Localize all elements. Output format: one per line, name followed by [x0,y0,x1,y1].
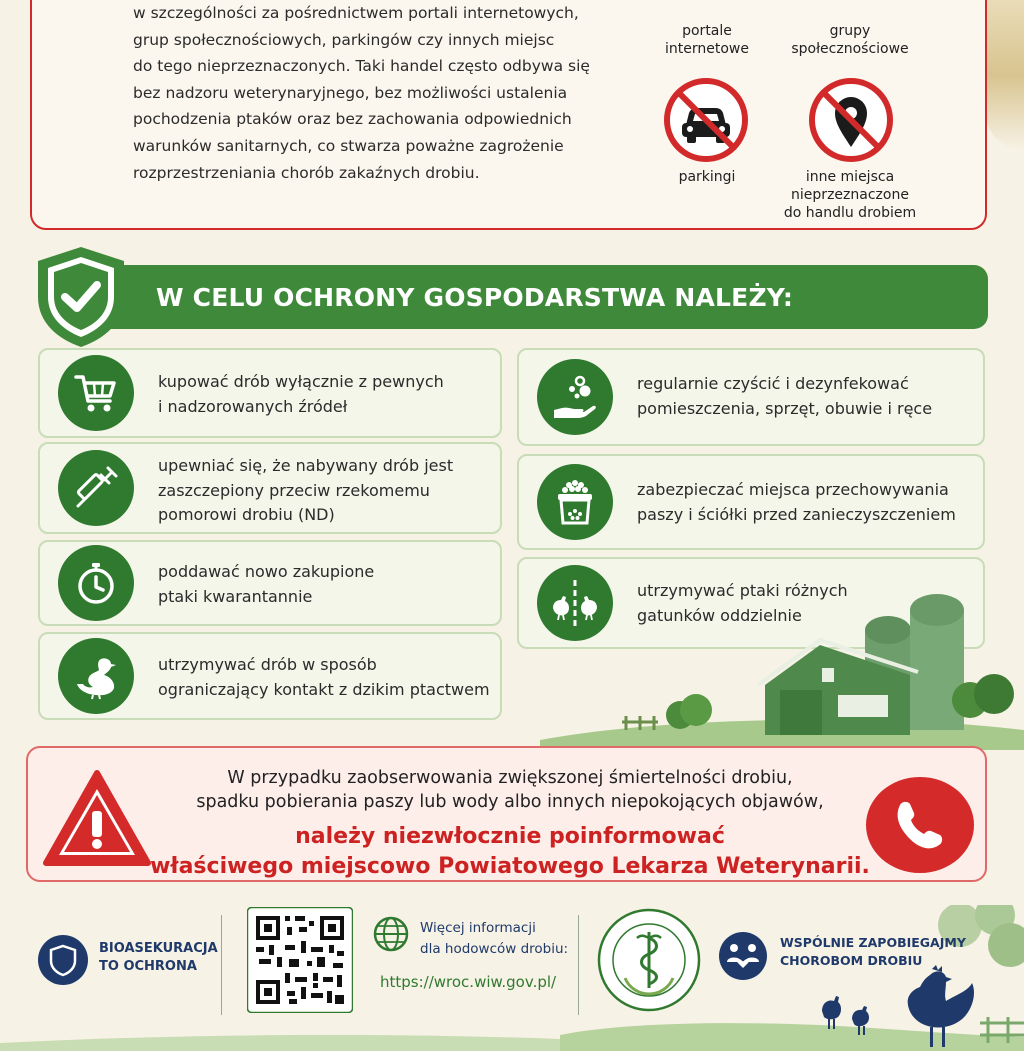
alert-text [130,766,890,814]
rule-card-buy [38,348,502,438]
rule-text: kupować drób wyłącznie z pewnych i nadzorowanych źródeł [158,372,444,416]
stopwatch-icon [72,559,120,607]
ban-label-other: inne miejsca nieprzeznaczone do handlu drobiem [783,169,917,221]
inspectorate-seal-logo [597,908,701,1012]
rule-text: poddawać nowo zakupione ptaki kwarantannie [158,562,375,606]
bio-label [99,940,218,976]
bio-shield-icon [38,935,88,985]
ban-label-groups: grupy społecznościowe [791,23,909,57]
rule-card-vaccine [38,442,502,534]
syringe-icon [72,464,120,512]
rule-card-disinfect [517,348,985,446]
intro-line: bez nadzoru weterynaryjnego, bez możliwości ustalenia [133,83,568,102]
website-link[interactable]: https://wroc.wiw.gov.pl/ [380,973,557,991]
rule-icon-circle [537,359,613,435]
bio-line: TO OCHRONA [99,959,197,974]
rule-card-feed [517,454,985,550]
straw-decoration [985,0,1024,150]
hand-wash-icon [550,372,600,422]
rule-text: utrzymywać drób w sposób ograniczający kontakt z dzikim ptactwem [158,655,490,699]
community-icon [719,932,767,980]
intro-line: pochodzenia ptaków oraz bez zachowania odpowiednich [133,110,572,129]
rule-text: zabezpieczać miejsca przechowywania paszy i ściółki przed zanieczyszczeniem [637,480,956,524]
rule-text: regularnie czyścić i dezynfekować pomieszczenia, sprzęt, obuwie i ręce [637,374,933,418]
more-info [420,918,568,960]
farm-illustration [540,590,1024,750]
globe-icon [373,916,409,952]
more-info-line: Więcej informacji [420,920,536,936]
together-line: CHOROBOM DROBIU [780,953,923,968]
footer-divider [221,915,222,1015]
rule-icon-circle [58,450,134,526]
rule-icon-circle [58,355,134,431]
ban-label-parking: parkingi [678,169,736,185]
rule-card-quarantine [38,540,502,626]
intro-line: grup społecznościowych, parkingów czy innych miejsc [133,30,555,49]
rule-card-wild-birds [38,632,502,720]
intro-line: w szczególności za pośrednictwem portali internetowych, [133,4,579,22]
alert-line: spadku pobierania paszy lub wody albo innych niepokojących objawów, [196,792,824,812]
alert-line: W przypadku zaobserwowania zwiększonej śmiertelności drobiu, [227,768,793,788]
together-line: WSPÓLNIE ZAPOBIEGAJMY [780,935,966,950]
protection-title: W CELU OCHRONY GOSPODARSTWA NALEŻY: [156,283,794,312]
intro-line: warunków sanitarnych, co stwarza poważne zagrożenie [133,136,564,155]
rule-icon-circle [537,464,613,540]
chickens-silhouette [812,965,1024,1051]
rule-icon-circle [58,638,134,714]
alert-red-line: właściwego miejscowo Powiatowego Lekarza Weterynarii. [150,854,870,879]
phone-icon [866,777,974,873]
alert-red-line: należy niezwłocznie poinformować [295,824,725,849]
qr-code[interactable] [247,907,353,1013]
alert-emphasis [130,822,890,882]
shield-check-icon [34,245,128,349]
car-ban-icon [663,77,749,163]
intro-line: do tego nieprzeznaczonych. Taki handel często odbywa się [133,57,590,76]
location-ban-icon [808,77,894,163]
ban-label-portals: portale internetowe [665,23,749,57]
footer-divider [578,915,579,1015]
intro-line: rozprzestrzeniania chorób zakaźnych drobiu. [133,163,480,182]
feed-bin-icon [550,477,600,527]
rule-text: utrzymywać ptaki różnych gatunków oddzielnie [637,581,848,625]
rule-text: upewniać się, że nabywany drób jest zaszczepiony przeciw rzekomemu pomorowi drobiu (ND) [158,456,454,524]
goose-icon [71,651,121,701]
more-info-line: dla hodowców drobiu: [420,941,569,957]
rule-icon-circle [58,545,134,621]
bio-line: BIOASEKURACJA [99,941,218,956]
intro-paragraph [133,0,603,186]
cart-icon [72,369,120,417]
